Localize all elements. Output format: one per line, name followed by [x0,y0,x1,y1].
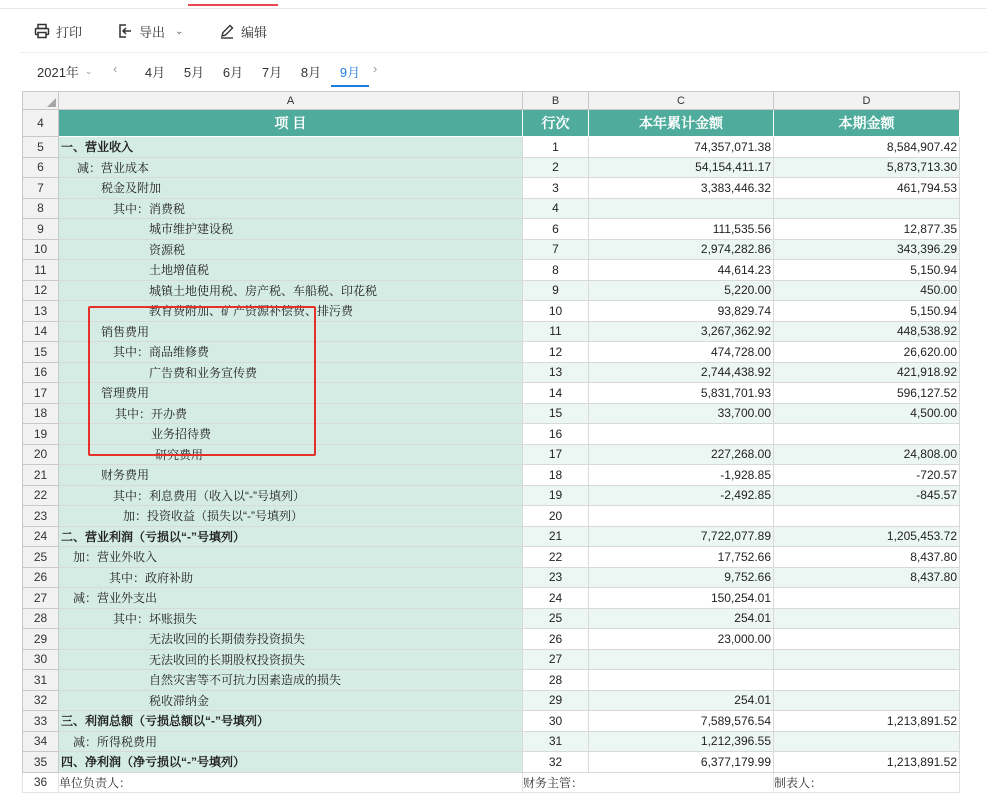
item-cell[interactable]: 其中：消费税 [59,198,523,219]
row-number[interactable]: 18 [23,403,59,424]
line-no-cell[interactable]: 20 [523,506,589,527]
line-no-cell[interactable]: 29 [523,690,589,711]
header-ytd-amount[interactable]: 本年累计金额 [589,110,774,137]
table-row [23,485,960,506]
ytd-amount-cell[interactable]: 111,535.56 [589,219,774,240]
period-amount-cell[interactable] [774,629,960,650]
item-cell[interactable]: 加：营业外收入 [59,547,523,568]
item-cell[interactable]: 二、营业利润（亏损以“-”号填列） [59,526,523,547]
table-row [23,465,960,486]
item-cell[interactable]: 一、营业收入 [59,137,523,158]
item-cell[interactable]: 税金及附加 [59,178,523,199]
row-number[interactable]: 19 [23,424,59,445]
ytd-amount-cell[interactable]: 5,220.00 [589,280,774,301]
month-tab-4[interactable]: 4月 [144,65,166,80]
period-amount-cell[interactable]: -845.57 [774,485,960,506]
row-number[interactable]: 24 [23,526,59,547]
header-item[interactable]: 项 目 [59,110,523,137]
period-amount-cell[interactable] [774,649,960,670]
column-header-b[interactable]: B [523,92,589,110]
ytd-amount-cell[interactable]: 150,254.01 [589,588,774,609]
item-cell[interactable]: 研究费用 [59,444,523,465]
table-row [23,157,960,178]
table-row [23,506,960,527]
period-amount-cell[interactable]: 1,213,891.52 [774,711,960,732]
table-row [23,752,960,773]
table-row [23,178,960,199]
period-amount-cell[interactable]: 461,794.53 [774,178,960,199]
line-no-cell[interactable]: 3 [523,178,589,199]
period-amount-cell[interactable]: 448,538.92 [774,321,960,342]
line-no-cell[interactable]: 31 [523,731,589,752]
ytd-amount-cell[interactable] [589,424,774,445]
item-cell[interactable]: 三、利润总额（亏损总额以“-”号填列） [59,711,523,732]
line-no-cell[interactable]: 17 [523,444,589,465]
printer-icon [34,23,50,39]
item-cell[interactable]: 资源税 [59,239,523,260]
item-cell[interactable]: 减：所得税费用 [59,731,523,752]
ytd-amount-cell[interactable]: 17,752.66 [589,547,774,568]
line-no-cell[interactable]: 18 [523,465,589,486]
period-amount-cell[interactable] [774,690,960,711]
line-no-cell[interactable]: 23 [523,567,589,588]
income-statement-table [22,91,960,793]
item-cell[interactable]: 无法收回的长期债券投资损失 [59,629,523,650]
print-label: 打印 [56,24,83,40]
spreadsheet [22,91,960,793]
ytd-amount-cell[interactable]: -1,928.85 [589,465,774,486]
line-no-cell[interactable]: 22 [523,547,589,568]
table-row [23,629,960,650]
chevron-right-icon[interactable]: › [373,61,378,76]
ytd-amount-cell[interactable]: 9,752.66 [589,567,774,588]
signature-row [23,772,960,793]
row-number[interactable]: 13 [23,301,59,322]
period-amount-cell[interactable]: 8,584,907.42 [774,137,960,158]
row-number[interactable]: 32 [23,690,59,711]
row-number[interactable]: 28 [23,608,59,629]
table-row [23,588,960,609]
item-cell[interactable]: 土地增值税 [59,260,523,281]
line-no-cell[interactable]: 4 [523,198,589,219]
table-row [23,608,960,629]
item-cell[interactable]: 四、净利润（净亏损以“-”号填列） [59,752,523,773]
item-cell[interactable]: 其中：商品维修费 [59,342,523,363]
toolbar [0,8,987,52]
ytd-amount-cell[interactable]: 2,744,438.92 [589,362,774,383]
column-header-a[interactable]: A [59,92,523,110]
row-number[interactable]: 17 [23,383,59,404]
ytd-amount-cell[interactable]: 44,614.23 [589,260,774,281]
period-amount-cell[interactable]: 421,918.92 [774,362,960,383]
ytd-amount-cell[interactable]: 1,212,396.55 [589,731,774,752]
table-row [23,690,960,711]
chevron-down-icon: ⌄ [84,66,93,76]
table-row [23,731,960,752]
table-row [23,670,960,691]
month-tab-6[interactable]: 6月 [222,65,244,80]
year-value: 2021年 [37,65,79,80]
line-no-cell[interactable]: 15 [523,403,589,424]
item-cell[interactable]: 其中：坏账损失 [59,608,523,629]
table-row [23,260,960,281]
table-row [23,342,960,363]
line-no-cell[interactable]: 6 [523,219,589,240]
row-number[interactable]: 6 [23,157,59,178]
preparer-label[interactable]: 制表人： [774,772,960,793]
ytd-amount-cell[interactable]: 7,722,077.89 [589,526,774,547]
year-select[interactable] [37,62,92,81]
row-number[interactable]: 16 [23,362,59,383]
table-row [23,547,960,568]
period-amount-cell[interactable] [774,670,960,691]
ytd-amount-cell[interactable]: 227,268.00 [589,444,774,465]
row-number[interactable]: 7 [23,178,59,199]
table-row [23,219,960,240]
row-number[interactable]: 36 [23,772,59,793]
period-selector [0,56,987,88]
ytd-amount-cell[interactable]: 7,589,576.54 [589,711,774,732]
ytd-amount-cell[interactable]: -2,492.85 [589,485,774,506]
ytd-amount-cell[interactable]: 474,728.00 [589,342,774,363]
select-all-corner[interactable] [23,92,59,110]
item-cell[interactable]: 教育费附加、矿产资源补偿费、排污费 [59,301,523,322]
month-tab-8[interactable]: 8月 [300,65,322,80]
period-amount-cell[interactable]: 343,396.29 [774,239,960,260]
period-amount-cell[interactable] [774,608,960,629]
row-number[interactable]: 25 [23,547,59,568]
line-no-cell[interactable]: 19 [523,485,589,506]
item-cell[interactable]: 城镇土地使用税、房产税、车船税、印花税 [59,280,523,301]
item-cell[interactable]: 减：营业成本 [59,157,523,178]
edit-label: 编辑 [241,24,268,40]
ytd-amount-cell[interactable] [589,649,774,670]
row-number[interactable]: 4 [23,110,59,137]
row-number[interactable]: 15 [23,342,59,363]
period-amount-cell[interactable] [774,731,960,752]
item-cell[interactable]: 销售费用 [59,321,523,342]
column-header-c[interactable]: C [589,92,774,110]
row-number[interactable]: 31 [23,670,59,691]
item-cell[interactable]: 其中：开办费 [59,403,523,424]
item-cell[interactable]: 税收滞纳金 [59,690,523,711]
row-number[interactable]: 22 [23,485,59,506]
ytd-amount-cell[interactable]: 254.01 [589,608,774,629]
period-amount-cell[interactable]: 596,127.52 [774,383,960,404]
month-tab-5[interactable]: 5月 [183,65,205,80]
line-no-cell[interactable]: 9 [523,280,589,301]
period-amount-cell[interactable]: 8,437.80 [774,547,960,568]
row-number[interactable]: 29 [23,629,59,650]
line-no-cell[interactable]: 10 [523,301,589,322]
period-amount-cell[interactable]: 1,213,891.52 [774,752,960,773]
ytd-amount-cell[interactable]: 33,700.00 [589,403,774,424]
table-row [23,403,960,424]
month-tab-7[interactable]: 7月 [261,65,283,80]
row-number[interactable]: 30 [23,649,59,670]
table-row [23,526,960,547]
line-no-cell[interactable]: 21 [523,526,589,547]
line-no-cell[interactable]: 16 [523,424,589,445]
period-amount-cell[interactable]: -720.57 [774,465,960,486]
header-period-amount[interactable]: 本期金额 [774,110,960,137]
unit-head-label[interactable]: 单位负责人： [59,772,523,793]
item-cell[interactable]: 业务招待费 [59,424,523,445]
header-line-no[interactable]: 行次 [523,110,589,137]
row-number[interactable]: 21 [23,465,59,486]
row-number[interactable]: 12 [23,280,59,301]
line-no-cell[interactable]: 32 [523,752,589,773]
row-number[interactable]: 14 [23,321,59,342]
ytd-amount-cell[interactable]: 54,154,411.17 [589,157,774,178]
edit-button[interactable] [219,21,267,41]
ytd-amount-cell[interactable]: 5,831,701.93 [589,383,774,404]
item-cell[interactable]: 广告费和业务宣传费 [59,362,523,383]
line-no-cell[interactable]: 28 [523,670,589,691]
line-no-cell[interactable]: 1 [523,137,589,158]
ytd-amount-cell[interactable]: 3,267,362.92 [589,321,774,342]
row-number[interactable]: 23 [23,506,59,527]
row-number[interactable]: 33 [23,711,59,732]
period-amount-cell[interactable]: 24,808.00 [774,444,960,465]
line-no-cell[interactable]: 2 [523,157,589,178]
item-cell[interactable]: 其中：政府补助 [59,567,523,588]
item-cell[interactable]: 减：营业外支出 [59,588,523,609]
ytd-amount-cell[interactable]: 74,357,071.38 [589,137,774,158]
print-button[interactable] [34,21,82,41]
export-label: 导出 [139,24,166,40]
ytd-amount-cell[interactable]: 93,829.74 [589,301,774,322]
active-month-underline [331,85,369,87]
table-row [23,137,960,158]
line-no-cell[interactable]: 14 [523,383,589,404]
line-no-cell[interactable]: 27 [523,649,589,670]
period-amount-cell[interactable]: 1,205,453.72 [774,526,960,547]
ytd-amount-cell[interactable]: 254.01 [589,690,774,711]
table-row [23,424,960,445]
row-number[interactable]: 9 [23,219,59,240]
line-no-cell[interactable]: 11 [523,321,589,342]
ytd-amount-cell[interactable]: 2,974,282.86 [589,239,774,260]
column-header-d[interactable]: D [774,92,960,110]
row-number[interactable]: 26 [23,567,59,588]
period-amount-cell[interactable]: 5,150.94 [774,301,960,322]
line-no-cell[interactable]: 8 [523,260,589,281]
table-row [23,362,960,383]
line-no-cell[interactable]: 30 [523,711,589,732]
ytd-amount-cell[interactable]: 23,000.00 [589,629,774,650]
export-button[interactable] [117,21,183,41]
period-amount-cell[interactable]: 12,877.35 [774,219,960,240]
period-amount-cell[interactable]: 5,873,713.30 [774,157,960,178]
item-cell[interactable]: 其中：利息费用（收入以“-”号填列） [59,485,523,506]
table-row [23,301,960,322]
row-number[interactable]: 11 [23,260,59,281]
ytd-amount-cell[interactable] [589,670,774,691]
ytd-amount-cell[interactable] [589,198,774,219]
table-row [23,239,960,260]
row-number[interactable]: 8 [23,198,59,219]
period-amount-cell[interactable] [774,506,960,527]
chevron-down-icon: ⌄ [175,25,184,37]
column-letters-row [23,92,960,110]
row-number[interactable]: 5 [23,137,59,158]
row-number[interactable]: 35 [23,752,59,773]
table-row [23,280,960,301]
table-row [23,567,960,588]
table-row [23,649,960,670]
ytd-amount-cell[interactable] [589,506,774,527]
finance-manager-label[interactable]: 财务主管： [523,772,774,793]
export-icon [117,23,133,39]
table-row [23,321,960,342]
line-no-cell[interactable]: 12 [523,342,589,363]
ytd-amount-cell[interactable]: 3,383,446.32 [589,178,774,199]
line-no-cell[interactable]: 24 [523,588,589,609]
item-cell[interactable]: 财务费用 [59,465,523,486]
table-row [23,383,960,404]
item-cell[interactable]: 城市维护建设税 [59,219,523,240]
period-amount-cell[interactable]: 4,500.00 [774,403,960,424]
period-amount-cell[interactable] [774,588,960,609]
line-no-cell[interactable]: 25 [523,608,589,629]
table-row [23,711,960,732]
item-cell[interactable]: 无法收回的长期股权投资损失 [59,649,523,670]
month-tab-9-active[interactable]: 9月 [339,65,361,80]
row-number[interactable]: 27 [23,588,59,609]
period-amount-cell[interactable] [774,198,960,219]
table-row [23,198,960,219]
chevron-left-icon[interactable]: ‹ [113,61,118,76]
period-amount-cell[interactable]: 8,437.80 [774,567,960,588]
row-number[interactable]: 20 [23,444,59,465]
row-number[interactable]: 10 [23,239,59,260]
ytd-amount-cell[interactable]: 6,377,179.99 [589,752,774,773]
table-header-row [23,110,960,137]
line-no-cell[interactable]: 13 [523,362,589,383]
period-amount-cell[interactable]: 26,620.00 [774,342,960,363]
line-no-cell[interactable]: 26 [523,629,589,650]
line-no-cell[interactable]: 7 [523,239,589,260]
pencil-icon [219,23,235,39]
period-amount-cell[interactable]: 450.00 [774,280,960,301]
period-amount-cell[interactable] [774,424,960,445]
table-row [23,444,960,465]
period-amount-cell[interactable]: 5,150.94 [774,260,960,281]
row-number[interactable]: 34 [23,731,59,752]
item-cell[interactable]: 自然灾害等不可抗力因素造成的损失 [59,670,523,691]
item-cell[interactable]: 加：投资收益（损失以“-”号填列） [59,506,523,527]
active-tab-indicator [188,4,278,6]
item-cell[interactable]: 管理费用 [59,383,523,404]
toolbar-divider [20,52,987,53]
